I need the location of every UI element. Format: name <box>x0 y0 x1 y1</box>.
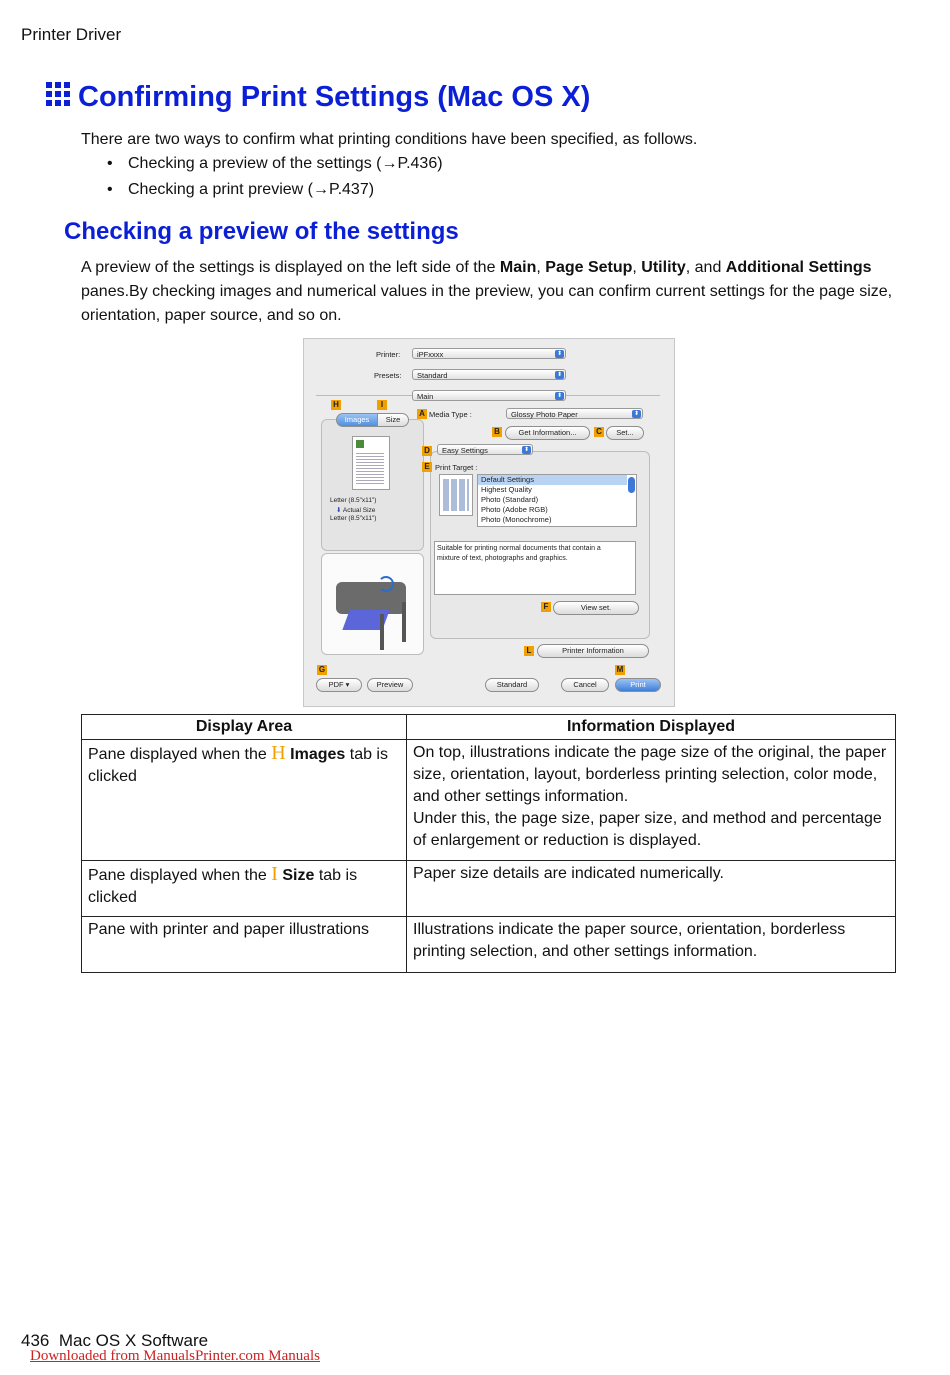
callout-h: H <box>331 400 341 410</box>
callout-f: F <box>541 602 551 612</box>
target-thumbnail <box>439 474 473 516</box>
callout-i: I <box>377 400 387 410</box>
display-area-cell: Pane with printer and paper illustrations <box>82 917 407 973</box>
description-box: Suitable for printing normal documents that contain a mixture of text, photographs and graphics. <box>434 541 636 595</box>
popup-arrows-icon: ⬍ <box>556 351 563 357</box>
tab-size[interactable]: Size <box>377 413 409 427</box>
grid-icon <box>46 82 70 106</box>
pane-select[interactable]: Main ⬍ <box>412 390 566 401</box>
table-header-row <box>82 715 896 740</box>
get-information-button[interactable]: Get Information... <box>505 426 590 440</box>
callout-marker: H <box>271 742 286 764</box>
callout-g: G <box>318 665 326 674</box>
page-number: 436 <box>21 1331 50 1350</box>
intro-text: There are two ways to confirm what printing conditions have been specified, as follows. <box>81 131 698 148</box>
section-heading <box>46 80 590 114</box>
printer-select[interactable]: iPFxxxx ⬍ <box>412 348 566 359</box>
printer-information-button[interactable]: Printer Information <box>537 644 649 658</box>
media-type-label: Media Type : <box>429 410 472 419</box>
tab-images[interactable]: Images <box>336 413 378 427</box>
page-title: Confirming Print Settings (Mac OS X) <box>78 81 591 113</box>
running-header: Printer Driver <box>21 25 122 44</box>
callout-l: L <box>524 646 534 656</box>
popup-arrows-icon: ⬍ <box>523 447 530 453</box>
arrow-down-icon: ⬇ <box>336 507 342 514</box>
popup-arrows-icon: ⬍ <box>633 411 640 417</box>
print-dialog-screenshot <box>303 338 675 707</box>
list-item[interactable]: Photo (Monochrome) <box>481 515 552 524</box>
information-cell: Illustrations indicate the paper source, orientation, borderless printing selection, and other settings information. <box>407 917 896 973</box>
media-type-select[interactable]: Glossy Photo Paper ⬍ <box>506 408 643 419</box>
callout-m: M <box>616 665 624 674</box>
popup-arrows-icon: ⬍ <box>556 372 563 378</box>
rotate-icon <box>378 576 394 592</box>
callout-marker: I <box>271 863 278 885</box>
column-header: Display Area <box>82 715 407 740</box>
term-utility: Utility <box>641 259 686 276</box>
printer-label: Printer: <box>376 350 401 359</box>
term-additional-settings: Additional Settings <box>725 259 872 276</box>
callout-d: D <box>422 446 432 456</box>
scrollbar[interactable] <box>628 477 635 493</box>
pdf-button[interactable]: PDF ▾ <box>316 678 362 692</box>
information-cell: Paper size details are indicated numerically. <box>407 861 896 917</box>
list-item: • Checking a print preview (→P.437) <box>107 181 375 198</box>
print-target-list[interactable] <box>477 474 637 527</box>
view-set-button[interactable]: View set. <box>553 601 639 615</box>
callout-a: A <box>417 409 427 419</box>
preview-scaling: ⬇ Actual Size <box>336 507 376 514</box>
term-page-setup: Page Setup <box>545 259 633 276</box>
body-paragraph: A preview of the settings is displayed on the left side of the Main, Page Setup, Utility, and Additional Settings panes.By checking images and numerical values in the preview, you can confirm current settings for the page size, orientation, paper source, and so on. <box>81 259 893 324</box>
footer-section: Mac OS X Software <box>58 1331 209 1350</box>
term-main: Main <box>499 259 537 276</box>
callout-b: B <box>492 427 502 437</box>
presets-label: Presets: <box>374 371 402 380</box>
preview-paper-size: Letter (8.5"x11") <box>330 515 377 522</box>
print-target-label: Print Target : <box>435 463 478 472</box>
page-thumbnail <box>352 436 390 490</box>
list-item-selected[interactable]: Default Settings <box>478 475 627 485</box>
table-row <box>82 861 896 917</box>
set-button[interactable]: Set... <box>606 426 644 440</box>
list-item[interactable]: Photo (Adobe RGB) <box>481 505 548 514</box>
display-area-cell: Pane displayed when the H Images tab is clicked <box>82 740 407 861</box>
print-button[interactable]: Print <box>615 678 661 692</box>
printer-illustration-pane <box>321 553 424 655</box>
callout-c: C <box>594 427 604 437</box>
standard-button[interactable]: Standard <box>485 678 539 692</box>
table-row <box>82 917 896 973</box>
link-text[interactable]: Checking a preview of the settings (→P.436) <box>128 155 443 172</box>
preview-page-size: Letter (8.5"x11") <box>330 497 377 504</box>
list-item[interactable]: Highest Quality <box>481 485 532 494</box>
list-item[interactable]: Photo (Standard) <box>481 495 539 504</box>
preview-button[interactable]: Preview <box>367 678 413 692</box>
callout-e: E <box>422 462 432 472</box>
display-area-cell: Pane displayed when the I Size tab is clicked <box>82 861 407 917</box>
list-item: • Checking a preview of the settings (→P.436) <box>107 155 443 172</box>
source-link[interactable]: Downloaded from ManualsPrinter.com Manuals <box>30 1348 320 1364</box>
cancel-button[interactable]: Cancel <box>561 678 609 692</box>
subsection-heading: Checking a preview of the settings <box>64 218 459 245</box>
easy-settings-select[interactable]: Easy Settings ⬍ <box>437 444 533 455</box>
table-row <box>82 740 896 861</box>
column-header: Information Displayed <box>407 715 896 740</box>
popup-arrows-icon: ⬍ <box>556 393 563 399</box>
presets-select[interactable]: Standard ⬍ <box>412 369 566 380</box>
information-cell: On top, illustrations indicate the page size of the original, the paper size, orientation, layout, borderless printing selection, color mode, and other settings information. Under this, the page size, paper size, and method and percentage of enlargement or reduction is displayed. <box>407 740 896 861</box>
link-text[interactable]: Checking a print preview (→P.437) <box>128 181 375 198</box>
display-area-table <box>81 714 896 973</box>
